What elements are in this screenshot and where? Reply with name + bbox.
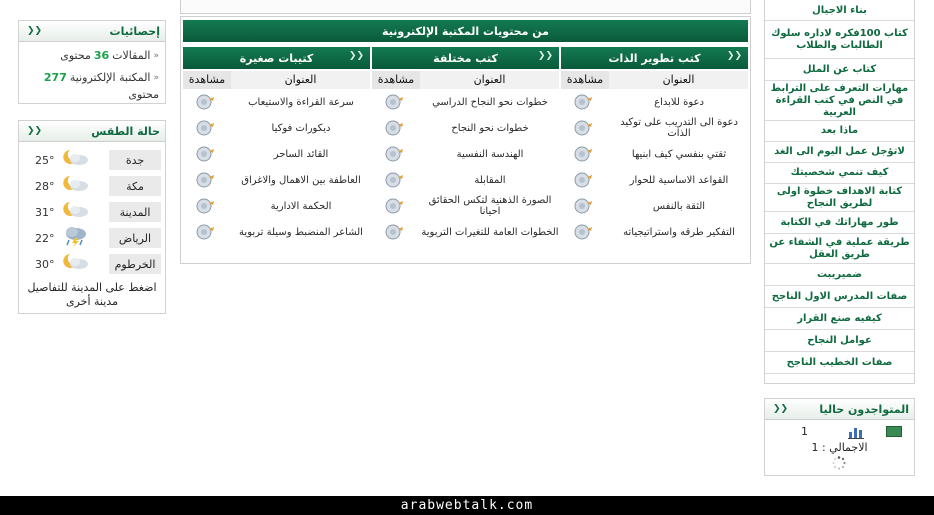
top-strip xyxy=(180,0,751,14)
column-title: كتب تطوير الذات xyxy=(608,51,701,65)
book-link[interactable]: طور مهاراتك في الكتابة xyxy=(765,212,914,234)
view-book-icon[interactable] xyxy=(573,93,593,111)
stat-library-unit: محتوى xyxy=(128,88,159,101)
book-link[interactable]: كتابة الاهداف خطوة اولى لطريق النجاح xyxy=(765,184,914,212)
book-row[interactable] xyxy=(372,141,559,167)
view-book-icon[interactable] xyxy=(384,197,404,215)
book-row[interactable] xyxy=(183,115,370,141)
book-link[interactable]: ضميريبت xyxy=(765,264,914,286)
online-panel xyxy=(764,398,915,476)
book-row[interactable] xyxy=(372,89,559,115)
weather-city[interactable]: مكة xyxy=(109,176,161,196)
book-row[interactable] xyxy=(372,115,559,141)
library-header: من محتويات المكتبة الإلكترونية xyxy=(183,20,748,42)
stat-library-label: المكتبة الإلكترونية xyxy=(69,71,151,84)
book-row[interactable] xyxy=(183,193,370,219)
book-link[interactable]: كيف تنمي شخصيتك xyxy=(765,163,914,184)
title-header: العنوان xyxy=(662,73,695,86)
book-title-link[interactable]: المقابلة xyxy=(474,174,506,186)
site-footer xyxy=(0,496,934,515)
weather-title: حالة الطقس xyxy=(91,124,160,138)
view-book-icon[interactable] xyxy=(573,223,593,241)
stats-panel xyxy=(18,20,166,104)
bullet-icon: « xyxy=(153,73,159,83)
book-title-link[interactable]: الخطوات العامة للتغيرات التربوية xyxy=(421,226,559,238)
view-book-icon[interactable] xyxy=(573,119,593,137)
bullet-icon: « xyxy=(153,51,159,61)
online-stats xyxy=(771,425,908,439)
weather-temp: 30° xyxy=(35,258,55,271)
book-title-link[interactable]: الشاعر المنضبط وسيلة تربوية xyxy=(239,226,363,238)
weather-row[interactable] xyxy=(19,250,165,276)
stat-articles-label: المقالات xyxy=(112,49,151,62)
book-title-link[interactable]: دعوة الى التدريب على توكيد الذات xyxy=(620,117,738,139)
weather-city[interactable]: المدينة xyxy=(109,202,161,222)
view-book-icon[interactable] xyxy=(384,223,404,241)
book-link[interactable]: صفات الخطيب الناجح xyxy=(765,352,914,374)
view-book-icon[interactable] xyxy=(384,145,404,163)
book-title-link[interactable]: الهندسة النفسية xyxy=(456,148,524,160)
storm-icon xyxy=(61,225,91,247)
view-header: مشاهدة xyxy=(372,71,420,89)
book-link[interactable]: طريقة عملية في الشفاء عن طريق العقل xyxy=(765,234,914,264)
book-row[interactable] xyxy=(183,141,370,167)
book-row[interactable] xyxy=(561,167,748,193)
cloud-moon-icon xyxy=(61,251,91,273)
column-subheader xyxy=(183,71,370,89)
weather-city[interactable]: جدة xyxy=(109,150,161,170)
book-title-link[interactable]: دعوة للابداع xyxy=(654,96,704,108)
view-header: مشاهدة xyxy=(561,71,609,89)
chevron-icon[interactable]: ❮❮ xyxy=(27,126,43,136)
book-title-link[interactable]: التفكير طرقه واستراتيجياته xyxy=(623,226,735,238)
book-row[interactable] xyxy=(372,193,559,219)
column-header xyxy=(561,47,748,69)
chevron-icon[interactable]: ❮❮ xyxy=(27,26,43,36)
online-total: الاجمالي : 1 xyxy=(811,441,868,454)
view-header: مشاهدة xyxy=(183,71,231,89)
online-title: المتواجدون حاليا xyxy=(819,402,909,416)
stat-articles-unit: محتوى xyxy=(60,49,91,62)
online-count: 1 xyxy=(801,425,808,438)
weather-temp: 31° xyxy=(35,206,55,219)
book-row[interactable] xyxy=(561,219,748,245)
book-title-link[interactable]: ديكورات فوكيا xyxy=(271,122,331,134)
online-header xyxy=(765,399,914,420)
title-header: العنوان xyxy=(284,73,317,86)
column-header xyxy=(183,47,370,69)
member-card-icon xyxy=(886,426,902,437)
book-title-link[interactable]: سرعة القراءة والاستيعاب xyxy=(248,96,354,108)
book-title-link[interactable]: خطوات نحو النجاح xyxy=(451,122,529,134)
book-link[interactable]: كتاب 100فكره لاداره سلوك الطالبات والطلاب xyxy=(765,21,914,59)
book-links-panel xyxy=(764,0,915,384)
book-title-link[interactable]: القواعد الاساسية للحوار xyxy=(629,174,729,186)
book-link[interactable]: لاتؤجل عمل اليوم الى الغد xyxy=(765,142,914,163)
other-city-link[interactable]: مدينة أخرى xyxy=(66,295,118,308)
book-row[interactable] xyxy=(183,219,370,245)
book-row[interactable] xyxy=(561,141,748,167)
stat-library[interactable] xyxy=(19,67,165,101)
weather-row[interactable] xyxy=(19,198,165,224)
book-link[interactable]: مهارات التعرف على الترابط في النص في كتب القراءة العربية xyxy=(765,81,914,121)
site-domain[interactable]: arabwebtalk.com xyxy=(400,498,534,513)
book-row[interactable] xyxy=(183,167,370,193)
view-book-icon[interactable] xyxy=(573,145,593,163)
book-row[interactable] xyxy=(372,167,559,193)
column-misc-books xyxy=(372,47,559,245)
column-subheader xyxy=(561,71,748,89)
stats-title: إحصائيات xyxy=(109,24,160,38)
book-row[interactable] xyxy=(183,89,370,115)
chevron-icon[interactable]: ❮❮ xyxy=(348,51,364,61)
column-small-booklets xyxy=(183,47,370,245)
loading-spinner-icon xyxy=(832,456,846,470)
stat-articles[interactable] xyxy=(19,45,165,63)
column-self-development xyxy=(561,47,748,245)
column-title: كتيبات صغيرة xyxy=(239,51,314,65)
book-row[interactable] xyxy=(561,115,748,141)
view-book-icon[interactable] xyxy=(384,93,404,111)
cloud-moon-icon xyxy=(61,147,91,169)
chevron-icon[interactable]: ❮❮ xyxy=(773,404,789,414)
book-row[interactable] xyxy=(561,193,748,219)
chevron-icon[interactable]: ❮❮ xyxy=(726,51,742,61)
weather-hint: اضغط على المدينة للتفاصيل xyxy=(27,281,157,294)
cloud-moon-icon xyxy=(61,199,91,221)
book-row[interactable] xyxy=(561,89,748,115)
book-link[interactable]: كيفيه صنع القرار xyxy=(765,308,914,330)
weather-city[interactable]: الخرطوم xyxy=(109,254,161,274)
weather-temp: 25° xyxy=(35,154,55,167)
weather-city[interactable]: الرياض xyxy=(109,228,161,248)
view-book-icon[interactable] xyxy=(384,119,404,137)
book-title-link[interactable]: الصورة الذهنية لتكس الحقائق احيانا xyxy=(428,195,552,217)
view-book-icon[interactable] xyxy=(195,197,215,215)
weather-temp: 22° xyxy=(35,232,55,245)
stat-library-count: 277 xyxy=(43,71,67,84)
view-book-icon[interactable] xyxy=(195,145,215,163)
bar-chart-icon xyxy=(848,425,864,439)
chevron-icon[interactable]: ❮❮ xyxy=(537,51,553,61)
book-title-link[interactable]: العاطفة بين الاهمال والاغراق xyxy=(241,174,361,186)
book-row[interactable] xyxy=(372,219,559,245)
column-header xyxy=(372,47,559,69)
weather-panel xyxy=(18,120,166,314)
column-title: كتب مختلفة xyxy=(433,51,498,65)
weather-note xyxy=(19,281,165,309)
book-title-link[interactable]: خطوات نحو النجاح الدراسي xyxy=(432,96,548,108)
view-book-icon[interactable] xyxy=(195,119,215,137)
weather-temp: 28° xyxy=(35,180,55,193)
stat-articles-count: 36 xyxy=(93,49,110,62)
book-title-link[interactable]: القائد الساحر xyxy=(273,148,329,160)
view-book-icon[interactable] xyxy=(195,171,215,189)
view-book-icon[interactable] xyxy=(573,197,593,215)
view-book-icon[interactable] xyxy=(573,171,593,189)
cloud-moon-icon xyxy=(61,173,91,195)
book-link[interactable]: ماذا بعد xyxy=(765,121,914,142)
book-title-link[interactable]: ثقتي بنفسي كيف ابنيها xyxy=(631,148,727,160)
view-book-icon[interactable] xyxy=(195,223,215,241)
library-panel xyxy=(180,16,751,264)
view-book-icon[interactable] xyxy=(195,93,215,111)
book-title-link[interactable]: الثقة بالنفس xyxy=(652,200,706,212)
view-book-icon[interactable] xyxy=(384,171,404,189)
book-link[interactable]: كتاب عن الملل xyxy=(765,59,914,81)
weather-row[interactable] xyxy=(19,224,165,250)
book-title-link[interactable]: الحكمة الادارية xyxy=(270,200,332,212)
column-subheader xyxy=(372,71,559,89)
book-link[interactable]: بناء الاجيال xyxy=(765,1,914,21)
book-link[interactable]: صفات المدرس الاول الناجح xyxy=(765,286,914,308)
stats-header xyxy=(19,21,165,42)
title-header: العنوان xyxy=(473,73,506,86)
book-link[interactable]: عوامل النجاح xyxy=(765,330,914,352)
weather-row[interactable] xyxy=(19,146,165,172)
weather-row[interactable] xyxy=(19,172,165,198)
weather-header xyxy=(19,121,165,142)
